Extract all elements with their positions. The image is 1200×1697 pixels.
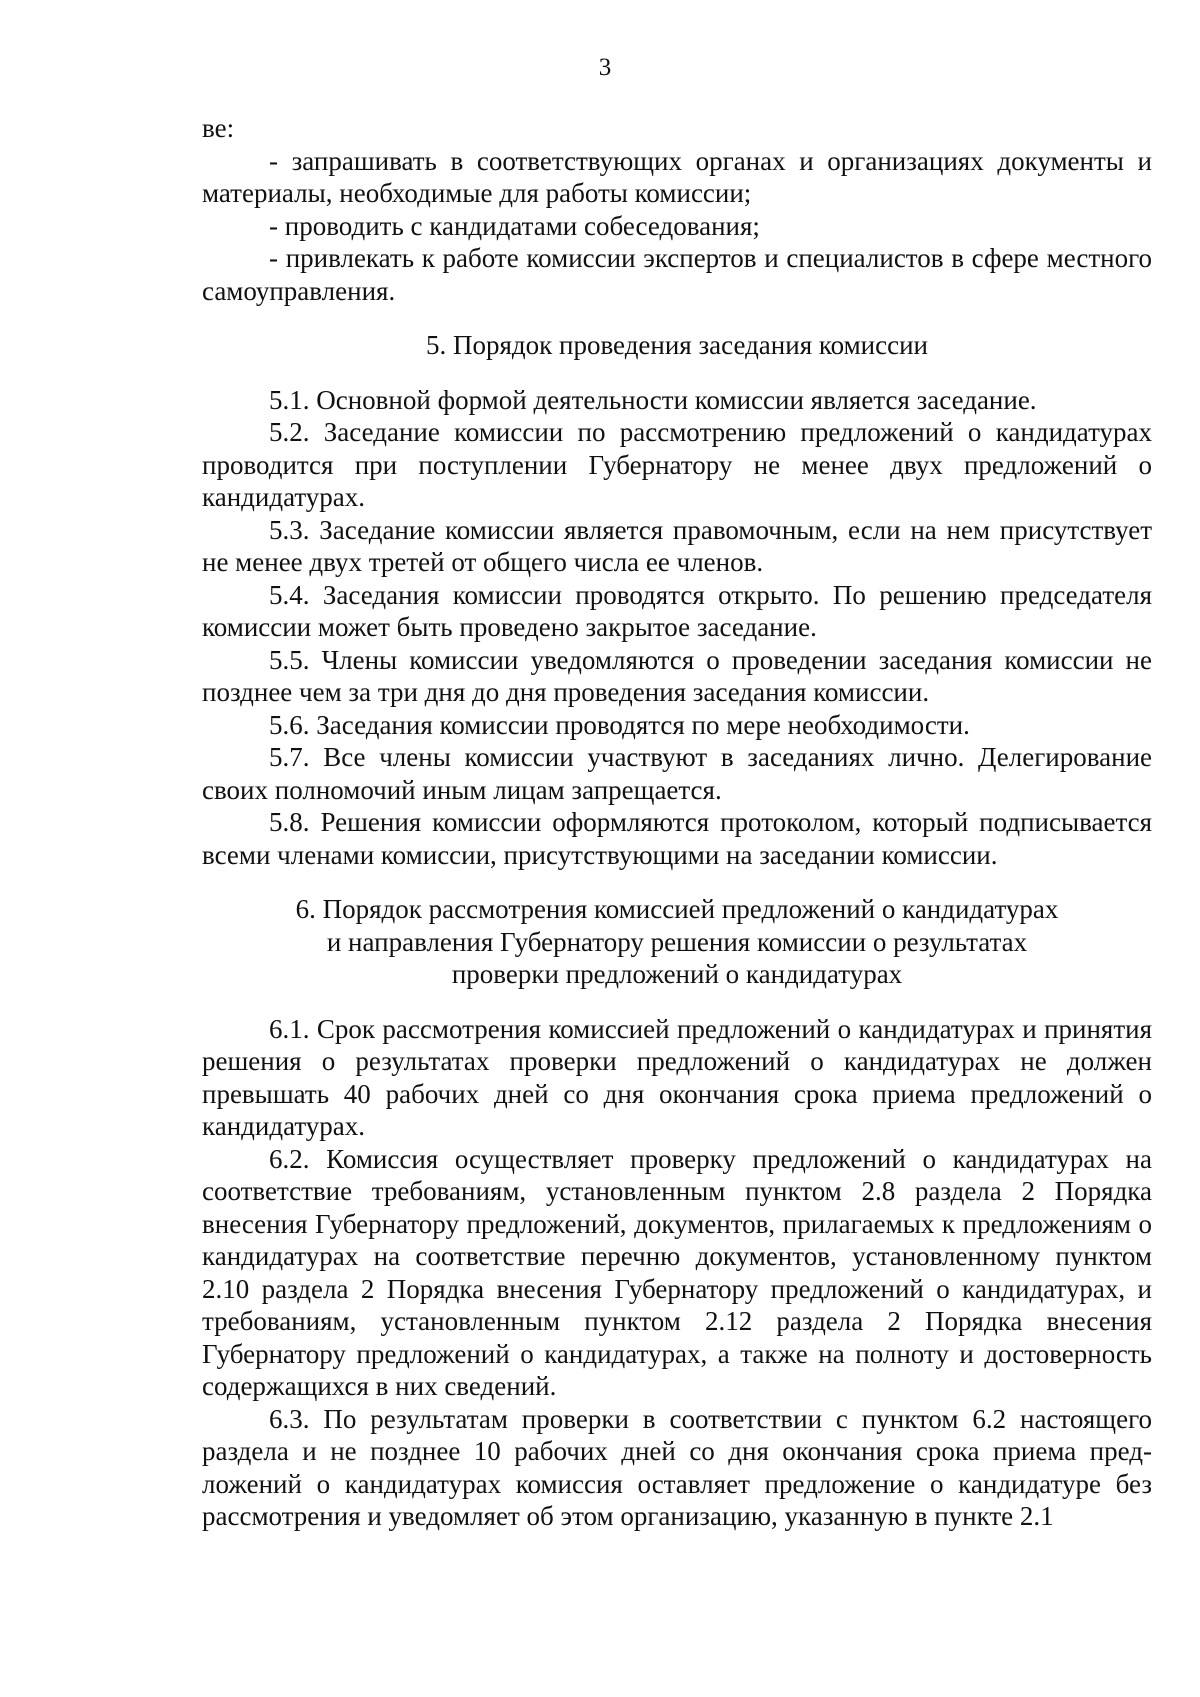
- paragraph-5-7: 5.7. Все члены комиссии участвуют в заседаниях лично. Делегирование своих полномочий иным лицам запрещается.: [202, 742, 1152, 805]
- heading-line: проверки предложений о кандидатурах: [451, 959, 903, 989]
- page-number: 3: [598, 54, 612, 81]
- section-5-heading: 5. Порядок проведения заседания комиссии: [426, 330, 928, 360]
- paragraph-5-8: 5.8. Решения комиссии оформляются протоколом, который подписывается всеми членами комиссии, присутствующими на заседании комиссии.: [202, 807, 1152, 870]
- heading-line: и направления Губернатору решения комиссии о результатах: [326, 926, 1028, 957]
- paragraph-6-1: 6.1. Срок рассмотрения комиссией предложений о кандидатурах и принятия решения о результатах проверки предложений о кандидатурах не должен превышать 40 рабочих дней со дня окончания срока приема предложений о кандидатурах.: [202, 1013, 1152, 1141]
- list-item: - привлекать к работе комиссии экспертов и специалистов в сфере местного самоуправления.: [202, 243, 1152, 306]
- paragraph-5-4: 5.4. Заседания комиссии проводятся открыто. По решению председателя комиссии может быть проведено закрытое заседание.: [202, 579, 1152, 642]
- paragraph-5-1: 5.1. Основной формой деятельности комиссии является заседание.: [269, 384, 1037, 415]
- heading-line: 6. Порядок рассмотрения комиссией предложений о кандидатурах: [295, 894, 1059, 924]
- paragraph-6-3: 6.3. По результатам проверки в соответствии с пунктом 6.2 настоящего раздела и не позднее 10 рабочих дней со дня окончания срока приема предложений о кандидатурах комиссия оставляет предложение о кандидатуре без рассмотрения и уведомляет об этом организацию, указанную в пункте 2.1: [202, 1403, 1152, 1531]
- text-fragment: ве:: [202, 113, 235, 143]
- paragraph-5-6: 5.6. Заседания комиссии проводятся по мере необходимости.: [269, 709, 970, 740]
- section-6-heading: [202, 893, 1152, 991]
- paragraph-6-2: 6.2. Комиссия осуществляет проверку предложений о кандидатурах на соответствие требованиям, установленным пунктом 2.8 раздела 2 Порядка внесения Губернатору предложений, документов, прилагаемых к предложениям о кандидатурах на соответствие перечню документов, установленному пунктом 2.10 раздела 2 Порядка внесения Губернатору предложений о кандидатурах, и требованиям, установленным пунктом 2.12 раздела 2 Порядка внесения Губернатору предложений о кандидатурах, а также на полноту и достоверность содержащихся в них сведений.: [202, 1143, 1152, 1401]
- paragraph-5-2: 5.2. Заседание комиссии по рассмотрению предложений о кандидатурах проводится при поступлении Губернатору не менее двух предложений о кандидатурах.: [202, 417, 1152, 512]
- paragraph-5-5: 5.5. Члены комиссии уведомляются о проведении заседания комиссии не позднее чем за три дня до дня проведения заседания комиссии.: [202, 644, 1152, 707]
- list-item: - запрашивать в соответствующих органах и организациях документы и материалы, необходимые для работы комиссии;: [202, 145, 1152, 208]
- paragraph-5-3: 5.3. Заседание комиссии является правомочным, если на нем присутствует не менее двух третей от общего числа ее членов.: [202, 514, 1152, 577]
- list-item: - проводить с кандидатами собеседования;: [269, 210, 760, 241]
- document-body: [202, 112, 1152, 1533]
